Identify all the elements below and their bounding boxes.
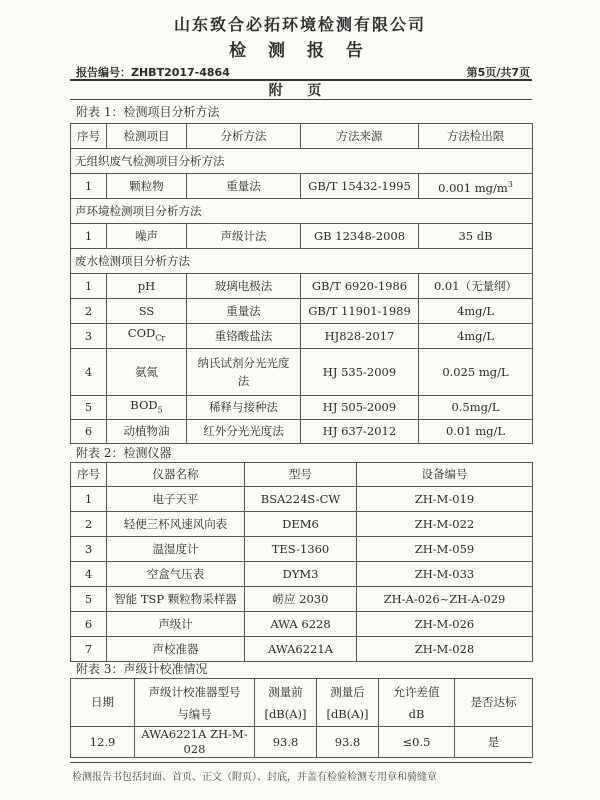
- limit-superscript: 3: [507, 179, 513, 189]
- cell-method: 重铬酸盐法: [187, 324, 301, 349]
- cell-no: 6: [71, 612, 107, 637]
- header-line: 与编号: [177, 706, 212, 721]
- cell-source: GB/T 6920-1986: [301, 274, 419, 299]
- cell-pass: 是: [455, 727, 533, 758]
- header-line: 声级计校准器型号: [148, 684, 241, 699]
- cell-no: 1: [71, 274, 107, 299]
- cell-no: 1: [71, 224, 107, 249]
- col-header: [379, 679, 455, 727]
- table-row: [71, 324, 533, 349]
- page-info: 第5页/共7页: [466, 66, 530, 79]
- col-header: 仪器名称: [107, 463, 245, 487]
- cell-no: 3: [71, 537, 107, 562]
- col-header: 是否达标: [455, 679, 533, 727]
- cell-source: GB/T 11901-1989: [301, 299, 419, 324]
- table-row: [71, 420, 533, 444]
- cell-model: DEM6: [245, 512, 357, 537]
- header-line: [dB(A)]: [264, 706, 307, 721]
- table-row: [71, 487, 533, 512]
- cell-name: 声校准器: [107, 637, 245, 662]
- cell-name: 智能 TSP 颗粒物采样器: [107, 587, 245, 612]
- cell-no: 4: [71, 349, 107, 396]
- table-row: [71, 562, 533, 587]
- table2-header-row: [71, 463, 533, 487]
- report-title: 检 测 报 告: [229, 41, 371, 61]
- cell-item: SS: [107, 299, 187, 324]
- cell-tolerance: ≤0.5: [379, 727, 455, 758]
- section-title: 无组织废气检测项目分析方法: [71, 149, 533, 174]
- header-line: 测量后: [330, 684, 365, 699]
- cell-id: ZH-M-059: [357, 537, 533, 562]
- cell-no: 1: [71, 174, 107, 199]
- cell-item: 颗粒物: [107, 174, 187, 199]
- cell-limit: 0.01 mg/L: [419, 420, 533, 444]
- table-row: [71, 637, 533, 662]
- table1-caption: 附表 1：检测项目分析方法: [76, 105, 220, 119]
- item-name: BOD: [130, 397, 158, 412]
- cell-no: 2: [71, 512, 107, 537]
- table-row: [71, 174, 533, 199]
- cell-limit: 0.01（无量纲）: [419, 274, 533, 299]
- cell-date: 12.9: [71, 727, 135, 758]
- report-number: 报告编号：ZHBT2017-4864: [76, 66, 230, 79]
- col-header: [255, 679, 317, 727]
- cell-before: 93.8: [255, 727, 317, 758]
- table3-header-row: [71, 679, 533, 727]
- table-row: [71, 537, 533, 562]
- table-row: [71, 299, 533, 324]
- cell-model: 崂应 2030: [245, 587, 357, 612]
- cell-id: ZH-A-026~ZH-A-029: [357, 587, 533, 612]
- col-header: 方法来源: [301, 124, 419, 149]
- cell-name: 温湿度计: [107, 537, 245, 562]
- item-subscript: Cr: [155, 333, 166, 343]
- subtitle-divider: [70, 99, 532, 100]
- cell-no: 2: [71, 299, 107, 324]
- cell-no: 7: [71, 637, 107, 662]
- cell-method: 声级计法: [187, 224, 301, 249]
- cell-limit: [419, 174, 533, 199]
- table2-caption: 附表 2：检测仪器: [76, 446, 172, 460]
- cell-source: HJ828-2017: [301, 324, 419, 349]
- col-header: 分析方法: [187, 124, 301, 149]
- section-title: 废水检测项目分析方法: [71, 249, 533, 274]
- cell-item: [107, 324, 187, 349]
- cell-item: 动植物油: [107, 420, 187, 444]
- cell-source: GB 12348-2008: [301, 224, 419, 249]
- cell-model: BSA224S-CW: [245, 487, 357, 512]
- item-subscript: 5: [157, 405, 163, 415]
- cell-model: TES-1360: [245, 537, 357, 562]
- header-line: 测量前: [268, 684, 303, 699]
- cell-name: 轻便三杯风速风向表: [107, 512, 245, 537]
- col-header: 序号: [71, 124, 107, 149]
- cell-model: AWA6221A: [245, 637, 357, 662]
- section-row-noise: [71, 199, 533, 224]
- section-title: 声环境检测项目分析方法: [71, 199, 533, 224]
- cell-no: 6: [71, 420, 107, 444]
- cell-limit: 35 dB: [419, 224, 533, 249]
- table1-header-row: [71, 124, 533, 149]
- cell-no: 5: [71, 396, 107, 420]
- appendix-title: 附 页: [268, 83, 332, 99]
- instrument-table: [70, 462, 533, 662]
- section-row-air: [71, 149, 533, 174]
- cell-item: pH: [107, 274, 187, 299]
- col-header: 检测项目: [107, 124, 187, 149]
- cell-name: 电子天平: [107, 487, 245, 512]
- cell-method: 重量法: [187, 299, 301, 324]
- cell-id: ZH-M-033: [357, 562, 533, 587]
- cell-method: 稀释与接种法: [187, 396, 301, 420]
- cell-item: 噪声: [107, 224, 187, 249]
- cell-calibrator: AWA6221A ZH-M-028: [135, 727, 255, 758]
- cell-limit: 4mg/L: [419, 299, 533, 324]
- company-name: 山东致合必拓环境检测有限公司: [173, 15, 426, 34]
- limit-value: 0.001 mg/m: [438, 180, 508, 195]
- cell-no: 1: [71, 487, 107, 512]
- table-row: [71, 612, 533, 637]
- cell-id: ZH-M-028: [357, 637, 533, 662]
- cell-limit: 0.5mg/L: [419, 396, 533, 420]
- cell-id: ZH-M-022: [357, 512, 533, 537]
- footer-divider: [70, 762, 532, 763]
- cell-no: 5: [71, 587, 107, 612]
- cell-method: 重量法: [187, 174, 301, 199]
- table-row: [71, 224, 533, 249]
- col-header: [317, 679, 379, 727]
- section-row-water: [71, 249, 533, 274]
- item-name: COD: [127, 326, 156, 341]
- table-row: [71, 349, 533, 396]
- col-header: 日期: [71, 679, 135, 727]
- table-row: [71, 727, 533, 758]
- cell-id: ZH-M-026: [357, 612, 533, 637]
- header-line: 允许差值: [393, 684, 440, 699]
- analysis-method-table: [70, 123, 533, 444]
- cell-method: 红外分光光度法: [187, 420, 301, 444]
- cell-source: HJ 505-2009: [301, 396, 419, 420]
- cell-source: GB/T 15432-1995: [301, 174, 419, 199]
- cell-item: [107, 396, 187, 420]
- cell-method: 玻璃电极法: [187, 274, 301, 299]
- table3-caption: 附表 3：声级计校准情况: [76, 662, 208, 676]
- col-header: 序号: [71, 463, 107, 487]
- table-row: [71, 587, 533, 612]
- calibration-table: [70, 678, 533, 758]
- cell-method: 纳氏试剂分光光度法: [187, 349, 301, 396]
- cell-model: DYM3: [245, 562, 357, 587]
- col-header: 型号: [245, 463, 357, 487]
- cell-no: 3: [71, 324, 107, 349]
- cell-name: 空盒气压表: [107, 562, 245, 587]
- cell-id: ZH-M-019: [357, 487, 533, 512]
- cell-source: HJ 535-2009: [301, 349, 419, 396]
- cell-limit: 0.025 mg/L: [419, 349, 533, 396]
- cell-no: 4: [71, 562, 107, 587]
- cell-source: HJ 637-2012: [301, 420, 419, 444]
- header-line: dB: [408, 706, 425, 721]
- cell-after: 93.8: [317, 727, 379, 758]
- cell-name: 声级计: [107, 612, 245, 637]
- cell-limit: 4mg/L: [419, 324, 533, 349]
- footer-note: 检测报告书包括封面、首页、正文（附页）、封底，并盖有检验检测专用章和骑缝章: [72, 772, 437, 783]
- table-row: [71, 512, 533, 537]
- col-header: 设备编号: [357, 463, 533, 487]
- cell-item: 氨氮: [107, 349, 187, 396]
- header-line: [dB(A)]: [326, 706, 369, 721]
- table-row: [71, 274, 533, 299]
- cell-model: AWA 6228: [245, 612, 357, 637]
- col-header: [135, 679, 255, 727]
- table-row: [71, 396, 533, 420]
- col-header: 方法检出限: [419, 124, 533, 149]
